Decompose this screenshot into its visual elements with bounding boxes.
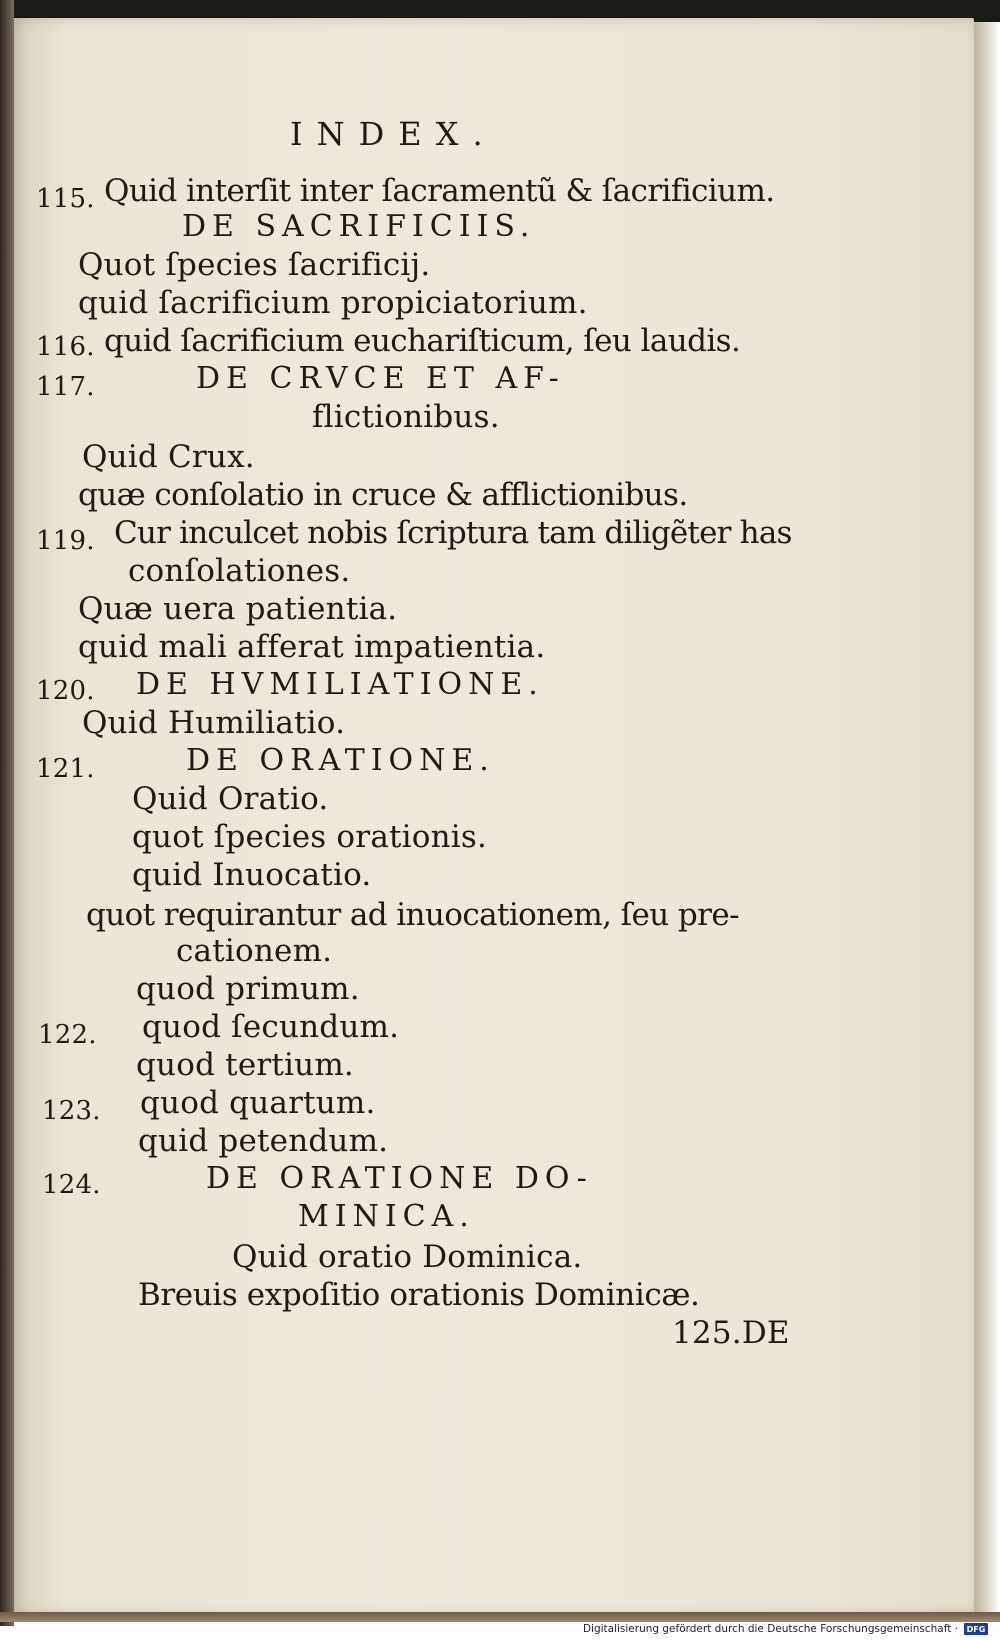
index-line: quot requirantur ad inuocationem, ſeu pre- — [86, 897, 739, 933]
index-line: quid ſacrificium propiciatorium. — [78, 285, 588, 321]
section-heading: DE ORATIONE. — [186, 743, 495, 778]
catchword: 125.DE — [672, 1315, 790, 1351]
index-line: quid mali afferat impatientia. — [78, 629, 546, 665]
entry-number: 120. — [36, 676, 95, 706]
entry-number: 123. — [42, 1096, 101, 1126]
index-line: flictionibus. — [312, 399, 500, 435]
page-right-edge — [974, 22, 1000, 1622]
dfg-logo-icon: DFG — [964, 1623, 988, 1635]
index-line: Cur inculcet nobis ſcriptura tam diligẽter has — [114, 515, 792, 551]
index-line: Breuis expoſitio orationis Dominicæ. — [138, 1277, 700, 1313]
index-line: quot ſpecies orationis. — [132, 819, 488, 855]
index-line: Quid interſit inter ſacramentũ & ſacrificium. — [104, 173, 775, 209]
index-line: Quid Oratio. — [132, 781, 329, 817]
book-binding — [0, 0, 14, 1626]
section-heading: DE ORATIONE DO- — [206, 1161, 593, 1196]
index-line: quid ſacrificium euchariſticum, ſeu laudis. — [104, 323, 741, 359]
digitization-footer — [583, 1620, 988, 1638]
index-line: Quæ uera patientia. — [78, 591, 398, 627]
entry-number: 119. — [36, 526, 95, 556]
index-line: cationem. — [176, 933, 333, 969]
section-heading: MINICA. — [298, 1199, 475, 1234]
entry-number: 121. — [36, 754, 95, 784]
section-heading: DE SACRIFICIIS. — [182, 209, 536, 244]
index-line: quod ſecundum. — [142, 1009, 400, 1045]
index-line: quod tertium. — [136, 1047, 354, 1083]
index-line: quod primum. — [136, 971, 360, 1007]
entry-number: 124. — [42, 1170, 101, 1200]
footer-text: Digitalisierung gefördert durch die Deutsche Forschungsgemeinschaft · — [582, 1623, 958, 1635]
index-line: Quid oratio Dominica. — [232, 1239, 583, 1275]
section-heading: DE HVMILIATIONE. — [136, 667, 544, 702]
section-heading: DE CRVCE ET AF- — [196, 361, 565, 396]
index-line: quod quartum. — [140, 1085, 376, 1121]
index-line: quid petendum. — [138, 1123, 389, 1159]
index-line: Quid Crux. — [82, 439, 255, 475]
index-line: Quid Humiliatio. — [82, 705, 346, 741]
entry-number: 117. — [36, 372, 95, 402]
index-line: conſolationes. — [128, 553, 351, 589]
index-line: quæ conſolatio in cruce & afflictionibus. — [78, 477, 688, 513]
index-line: quid Inuocatio. — [132, 857, 372, 893]
index-line: Quot ſpecies ſacrificij. — [78, 247, 431, 283]
entry-number: 122. — [38, 1020, 97, 1050]
entry-number: 115. — [36, 184, 95, 214]
running-head: INDEX. — [290, 115, 497, 153]
entry-number: 116. — [36, 332, 95, 362]
